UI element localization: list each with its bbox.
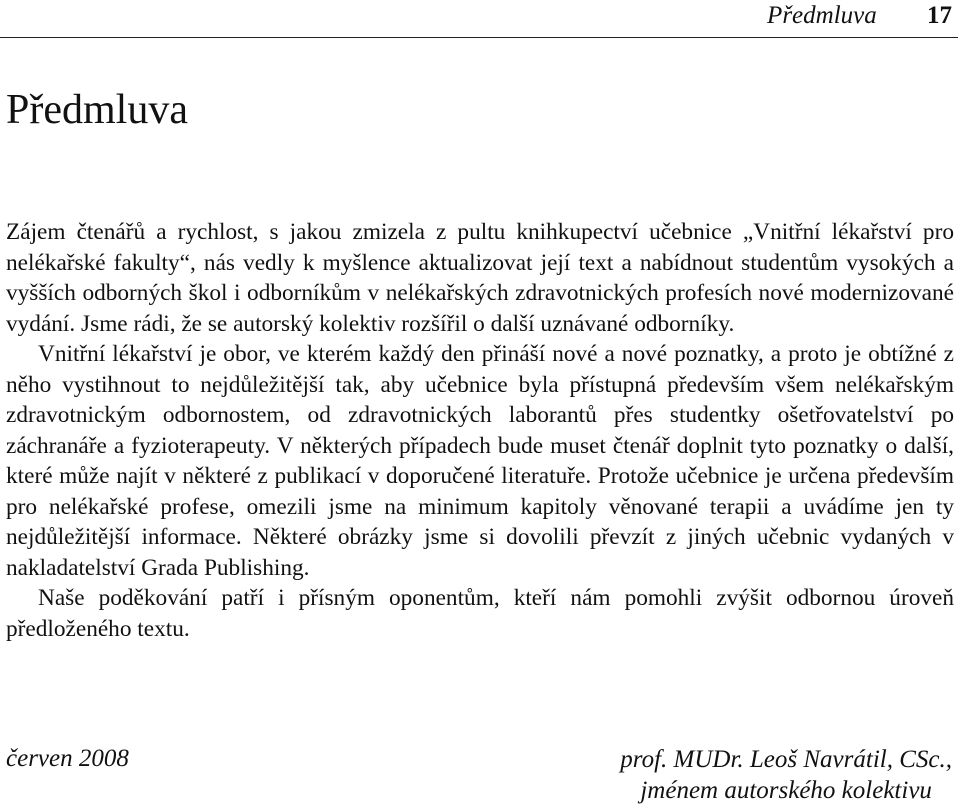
body-text <box>6 217 954 644</box>
signature-block <box>620 744 952 806</box>
chapter-title: Předmluva <box>6 87 188 133</box>
page-number: 17 <box>927 2 952 29</box>
signature-date: červen 2008 <box>6 745 129 772</box>
paragraph-scope: Vnitřní lékařství je obor, ve kterém každý den přináší nové a nové poznatky, a proto je obtížné z něho vystihnout to nejdůležitější tak, aby učebnice byla přístupná především všem nelékařským zdravotnickým odbornostem, od zdravotnických laborantů přes studentky ošetřovatelství po záchranáře a fyzioterapeuty. V některých případech bude muset čtenář doplnit tyto poznatky o další, které může najít v některé z publikací v doporučené literatuře. Protože učebnice je určena především pro nelékařské profese, omezili jsme na minimum kapitoly věnované terapii a uvádíme jen ty nejdůležitější informace. Některé obrázky jsme si dovolili převzít z jiných učebnic vydaných v nakladatelství Grada Publishing. <box>6 341 954 581</box>
signature-on-behalf: jménem autorského kolektivu <box>640 777 932 804</box>
running-head-title: Předmluva <box>767 2 877 29</box>
paragraph-thanks: Naše poděkování patří i přísným oponentům, kteří nám pomohli zvýšit odbornou úroveň předloženého textu. <box>6 585 954 642</box>
running-head <box>767 2 952 30</box>
paragraph-intro: Zájem čtenářů a rychlost, s jakou zmizela z pultu knihkupectví učebnice „Vnitřní lékařství pro nelékařské fakulty“, nás vedly k myšlence aktualizovat její text a nabídnout studentům vysokých a vyšších odborných škol i odborníkům v nelékařských zdravotnických profesích nové modernizované vydání. Jsme rádi, že se autorský kolektiv rozšířil o další uznávané odborníky. <box>6 219 954 337</box>
signature-author: prof. MUDr. Leoš Navrátil, CSc., <box>620 746 952 773</box>
header-rule <box>0 37 958 38</box>
